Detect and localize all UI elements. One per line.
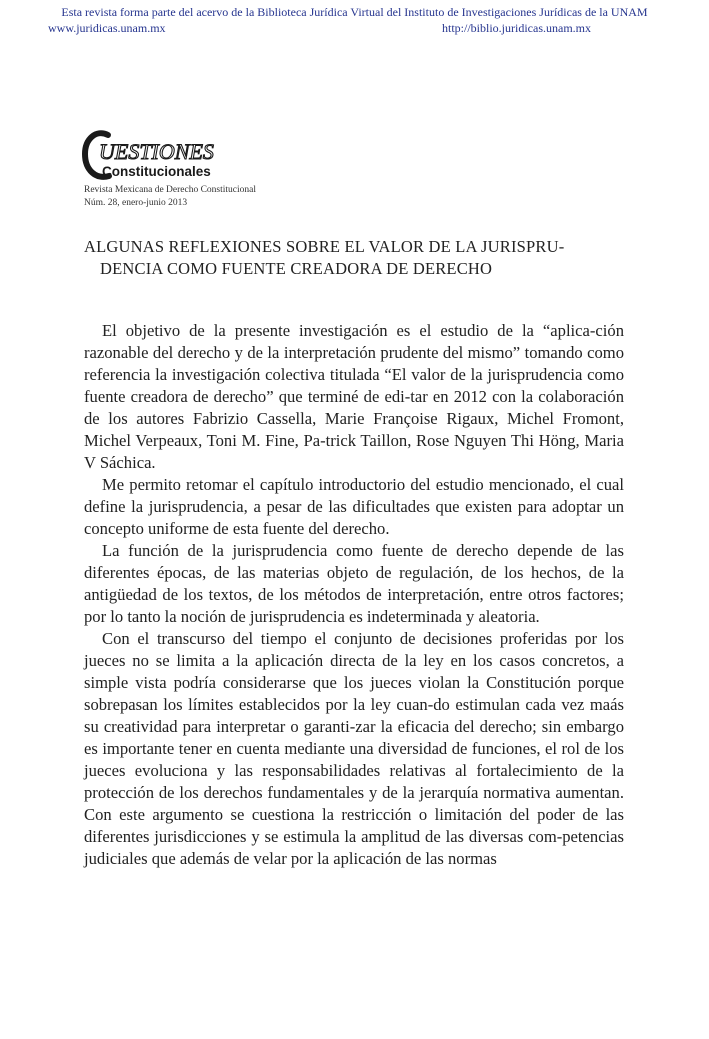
- paragraph: El objetivo de la presente investigación es el estudio de la “aplica-ción razonable del derecho y de la interpretación prudente del mismo” tomando como referencia la investigación colectiva titulada “El valor de la jurisprudencia como fuente creadora de derecho” que terminé de edi-tar en 2012 con la colaboración de los autores Fabrizio Cassella, Marie Françoise Rigaux, Michel Fromont, Michel Verpeaux, Toni M. Fine, Pa-trick Taillon, Rose Nguyen Thi Höng, Maria V Sáchica.: [84, 321, 624, 472]
- cuestiones-constitucionales-logo: [82, 127, 272, 183]
- svg-text:UESTIONES: UESTIONES: [99, 139, 214, 164]
- journal-name: Revista Mexicana de Derecho Constitucional: [84, 185, 257, 195]
- svg-text:Constitucionales: Constitucionales: [102, 164, 211, 179]
- juridicas-link[interactable]: www.juridicas.unam.mx: [48, 21, 166, 35]
- article-body: [84, 320, 624, 870]
- repository-header: [0, 4, 709, 35]
- article-title: [84, 236, 624, 280]
- paragraph: Me permito retomar el capítulo introductorio del estudio mencionado, el cual define la jurisprudencia, a pesar de las dificultades que existen para adoptar un concepto uniforme de esta fuente del derecho.: [84, 475, 624, 538]
- journal-info: [84, 184, 256, 210]
- journal-issue: Núm. 28, enero-junio 2013: [84, 198, 188, 208]
- biblio-link[interactable]: http://biblio.juridicas.unam.mx: [442, 21, 591, 35]
- repository-notice: Esta revista forma parte del acervo de la Biblioteca Jurídica Virtual del Instituto de Investigaciones Jurídicas de la UNAM: [61, 5, 648, 19]
- paragraph: La función de la jurisprudencia como fuente de derecho depende de las diferentes épocas, de las materias objeto de regulación, de los hechos, de la antigüedad de los textos, de los métodos de interpretación, entre otros factores; por lo tanto la noción de jurisprudencia es indeterminada y aleatoria.: [84, 541, 624, 626]
- article-title-line-2: DENCIA COMO FUENTE CREADORA DE DERECHO: [100, 259, 493, 278]
- article-title-line-1: ALGUNAS REFLEXIONES SOBRE EL VALOR DE LA JURISPRU-: [84, 237, 565, 256]
- paragraph: Con el transcurso del tiempo el conjunto de decisiones proferidas por los jueces no se limita a la aplicación directa de la ley en los casos concretos, a simple vista podría considerarse que los jueces violan la Constitución porque sobrepasan los límites establecidos por la ley cuan-do estimulan cada vez maás su creatividad para interpretar o garanti-zar la eficacia del derecho; sin embargo es importante tener en cuenta mediante una diversidad de funciones, el rol de los jueces evoluciona y las responsabilidades relativas al fortalecimiento de la protección de los derechos fundamentales y de la jerarquía normativa aumentan. Con este argumento se cuestiona la restricción o limitación del poder de las diferentes jurisdicciones y se estimula la amplitud de las diversas com-petencias judiciales que además de velar por la aplicación de las normas: [84, 629, 624, 868]
